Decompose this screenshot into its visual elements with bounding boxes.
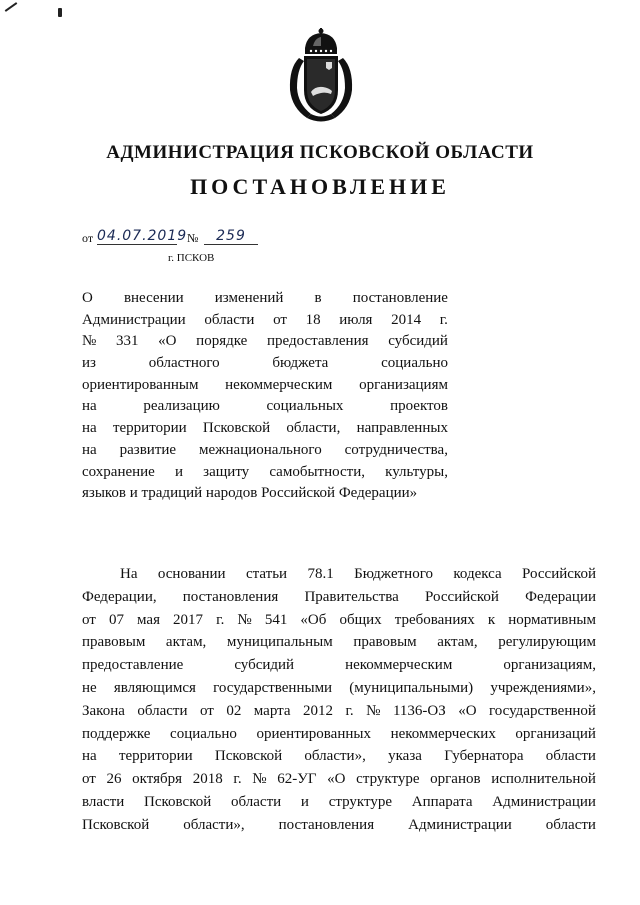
word: Псковской — [144, 793, 212, 810]
text-line — [82, 418, 448, 440]
text-line — [82, 396, 448, 418]
word: некоммерческим — [225, 376, 333, 393]
word: на — [82, 441, 97, 458]
text-line — [82, 288, 448, 310]
word: правовым — [82, 634, 146, 651]
document-type-title: ПОСТАНОВЛЕНИЕ — [190, 174, 450, 199]
word: организациям — [359, 376, 448, 393]
text-line — [82, 375, 448, 397]
document-body-text — [82, 563, 596, 837]
word: (муниципальными) — [349, 679, 474, 696]
word: области — [204, 311, 255, 328]
word: социально — [381, 355, 448, 372]
word: ориентированных — [256, 725, 371, 742]
word: нормативным — [508, 611, 596, 628]
word: 2017 — [173, 611, 204, 628]
word: Администрации — [82, 311, 186, 328]
word: государственными — [213, 679, 333, 696]
word: г. — [345, 702, 354, 719]
word: Закона — [82, 702, 125, 719]
word: некоммерческим — [345, 657, 453, 674]
word: на — [82, 748, 97, 765]
word: от — [199, 702, 214, 719]
word: области — [137, 702, 188, 719]
word: области, — [286, 420, 341, 437]
word: социально — [170, 725, 237, 742]
text-line — [82, 563, 596, 586]
word: октября — [132, 771, 183, 788]
word: Псковской — [202, 420, 271, 437]
word: исполнительной — [491, 771, 596, 788]
word: культуры, — [385, 463, 448, 480]
word: некоммерческих — [390, 725, 496, 742]
text-line — [82, 440, 448, 462]
word: 02 — [226, 702, 242, 719]
word: Федерации — [525, 588, 596, 605]
word: июля — [339, 311, 373, 328]
city-label: г. ПСКОВ — [168, 252, 215, 264]
word: О — [82, 290, 93, 306]
text-line — [82, 331, 448, 353]
word: в — [314, 290, 322, 306]
word: области», — [183, 816, 245, 833]
word: 78.1 — [307, 566, 334, 582]
word: к — [487, 611, 496, 628]
word: ориентированным — [82, 376, 199, 393]
word: защиту — [203, 463, 250, 480]
word: «О — [458, 702, 477, 719]
word: от — [82, 611, 96, 628]
document-date: 04.07.2019 — [97, 228, 188, 244]
word: 331 — [115, 333, 139, 350]
word: поддержке — [82, 725, 151, 742]
word: территории — [118, 748, 193, 765]
word: предоставления — [266, 333, 369, 350]
word: предоставление — [82, 657, 184, 674]
word: Российской — [522, 566, 596, 582]
word: межнационального — [199, 441, 322, 458]
text-line — [82, 768, 596, 791]
word: «О — [327, 771, 346, 788]
word: Псковской — [82, 816, 150, 833]
word: кодекса — [453, 566, 502, 582]
word: Псковской — [214, 748, 283, 765]
word: структуре — [328, 793, 393, 810]
word: учреждениями», — [490, 679, 596, 696]
word: № — [252, 771, 267, 788]
word: сотрудничества, — [344, 441, 448, 458]
word: постановления — [278, 816, 375, 833]
word: от — [82, 771, 96, 788]
word: мая — [137, 611, 160, 628]
word: органов — [430, 771, 481, 788]
word: внесении — [123, 290, 184, 306]
word: На — [120, 566, 138, 582]
word: области — [545, 816, 596, 833]
word: Федерации, — [82, 588, 157, 605]
word: 26 — [106, 771, 122, 788]
word: г. — [439, 311, 448, 328]
word: актам, — [437, 634, 478, 651]
word: проектов — [390, 398, 448, 415]
word: Аппарата — [411, 793, 473, 810]
word: на — [82, 398, 97, 415]
word: общих — [339, 611, 382, 628]
text-line — [82, 745, 596, 768]
word: Бюджетного — [354, 566, 433, 582]
word: 62-УГ — [277, 771, 317, 788]
pskov-coat-of-arms-icon — [271, 28, 371, 128]
word: Администрации — [492, 793, 596, 810]
word: развитие — [119, 441, 177, 458]
word: марта — [253, 702, 291, 719]
text-line — [82, 462, 448, 484]
text-line — [82, 586, 596, 609]
document-number: 259 — [204, 228, 258, 245]
word: реализацию — [143, 398, 220, 415]
text-line — [82, 353, 448, 375]
text-line — [82, 723, 596, 746]
word: области», — [304, 748, 366, 765]
word: г. — [233, 771, 242, 788]
word: областного — [148, 355, 220, 372]
text-line — [82, 631, 596, 654]
word: Правительства — [304, 588, 399, 605]
word: статьи — [245, 566, 288, 582]
word: Губернатора — [444, 748, 524, 765]
word: государственной — [489, 702, 596, 719]
word: указа — [388, 748, 422, 765]
word: от — [273, 311, 287, 328]
word: 541 — [264, 611, 288, 628]
word: регулирующим — [498, 634, 596, 651]
word: организациям, — [503, 657, 596, 674]
word: на — [82, 420, 97, 437]
word: Администрации — [408, 816, 512, 833]
word: 1136-ОЗ — [392, 702, 446, 719]
word: актам, — [165, 634, 207, 651]
word: власти — [82, 793, 125, 810]
word: организаций — [515, 725, 596, 742]
word: № — [366, 702, 381, 719]
word: изменений — [214, 290, 284, 306]
document-subject — [82, 288, 448, 505]
word: субсидий — [234, 657, 295, 674]
word: «Об — [300, 611, 327, 628]
word: самобытности, — [269, 463, 365, 480]
word: бюджета — [272, 355, 329, 372]
word: постановление — [352, 290, 448, 306]
word: сохранение — [82, 463, 155, 480]
word: 2014 — [391, 311, 422, 328]
date-prefix: от — [82, 231, 94, 245]
scan-artifact-mark — [5, 2, 18, 12]
text-line — [82, 310, 448, 332]
document-date-number-row — [82, 226, 302, 248]
word: и — [174, 463, 184, 480]
word: порядке — [196, 333, 248, 350]
word: 2018 — [192, 771, 223, 788]
number-prefix: № — [187, 231, 199, 245]
word: Российской — [425, 588, 499, 605]
word: не — [82, 679, 97, 696]
word: правовым — [353, 634, 417, 651]
word: являющимся — [113, 679, 196, 696]
word: 18 — [305, 311, 321, 328]
text-line — [82, 791, 596, 814]
text-line — [82, 700, 596, 723]
word: области — [231, 793, 282, 810]
word: направленных — [356, 420, 448, 437]
scan-artifact-mark — [58, 8, 62, 17]
text-line — [82, 609, 596, 632]
text-line — [82, 814, 596, 837]
text-line — [82, 677, 596, 700]
word: «О — [158, 333, 177, 350]
word: требованиях — [394, 611, 475, 628]
word: области — [545, 748, 596, 765]
word: языков и традиций народов Российской Федерации» — [82, 485, 418, 502]
word: из — [82, 355, 96, 372]
word: субсидий — [388, 333, 448, 350]
text-line — [82, 654, 596, 677]
word: социальных — [266, 398, 344, 415]
word: 2012 — [303, 702, 333, 719]
word: г. — [216, 611, 225, 628]
text-line — [82, 483, 448, 505]
word: 07 — [108, 611, 124, 628]
word: муниципальным — [226, 634, 333, 651]
word: постановления — [182, 588, 279, 605]
word: № — [82, 333, 97, 350]
organization-title: АДМИНИСТРАЦИЯ ПСКОВСКОЙ ОБЛАСТИ — [106, 142, 534, 163]
word: структуре — [356, 771, 420, 788]
word: и — [300, 793, 309, 810]
word: № — [237, 611, 252, 628]
word: территории — [112, 420, 187, 437]
word: основании — [157, 566, 226, 582]
